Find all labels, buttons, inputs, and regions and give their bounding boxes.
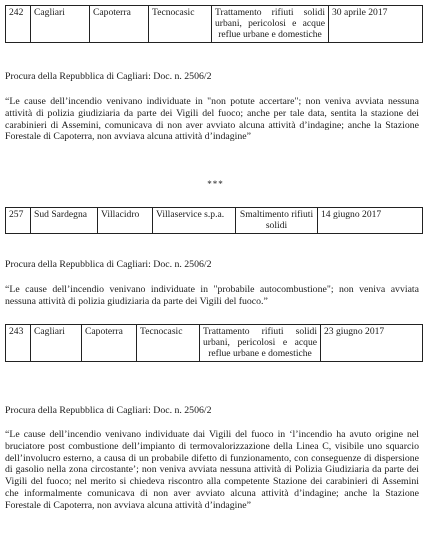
cell-company: Villaservice s.p.a. bbox=[153, 208, 236, 234]
source-reference: Procura della Repubblica di Cagliari: Doc. n. 2506/2 bbox=[5, 259, 212, 270]
table-row bbox=[6, 208, 423, 234]
cell-province: Cagliari bbox=[31, 325, 82, 362]
record-table-257 bbox=[5, 207, 423, 234]
cell-activity: Trattamento rifiuti solidi urbani, pericolosi e acque reflue urbane e domestiche bbox=[212, 6, 329, 43]
section-separator: *** bbox=[207, 179, 224, 189]
cell-province: Sud Sardegna bbox=[31, 208, 98, 234]
quote-paragraph: “Le cause dell’incendio venivano individuate dai Vigili del fuoco in ‘l’incendio ha avuto origine nel bruciatore post combustione dell’impianto di termovalorizzazione della Linea C, visibile uno squarcio dell’involucro esterno, a causa di un probabile difetto di funzionamento, con conseguenze di dispersione di gasolio nella zona circostante’; non veniva avviata nessuna attività di Polizia Giudiziaria da parte dei Vigili del fuoco; nel merito si chiedeva riscontro alla competente Stazione dei carabinieri di Assemini che informalmente comunicava di non aver avviato alcuna attività d’indagine; anche la Stazione Forestale di Capoterra, non avviava alcuna attività d’indagine” bbox=[5, 429, 419, 511]
cell-id: 257 bbox=[6, 208, 31, 234]
quote-paragraph: “Le cause dell’incendio venivano individuate in "probabile autocombustione"; non veniva avviata nessuna attività di polizia giudiziaria da parte dei Vigili del fuoco.” bbox=[5, 284, 419, 307]
cell-activity: Smaltimento rifiuti solidi bbox=[236, 208, 318, 234]
source-reference: Procura della Repubblica di Cagliari: Doc. n. 2506/2 bbox=[5, 71, 212, 82]
cell-date: 14 giugno 2017 bbox=[318, 208, 423, 234]
cell-municipality: Capoterra bbox=[90, 6, 149, 43]
cell-province: Cagliari bbox=[31, 6, 90, 43]
table-row bbox=[6, 325, 423, 362]
quote-paragraph: “Le cause dell’incendio venivano individuate in "non potute accertare"; non veniva avviata nessuna attività di polizia giudiziaria da parte dei Vigili del fuoco; anche per tale data, sentita la stazione dei carabinieri di Assemini, comunicava di non aver avviato alcuna attività d’indagine; anche la Stazione Forestale di Capoterra, non avviava alcuna attività d’indagine” bbox=[5, 96, 419, 143]
cell-municipality: Villacidro bbox=[98, 208, 153, 234]
cell-municipality: Capoterra bbox=[82, 325, 137, 362]
table-row bbox=[6, 6, 423, 43]
source-reference: Procura della Repubblica di Cagliari: Doc. n. 2506/2 bbox=[5, 405, 212, 416]
cell-id: 242 bbox=[6, 6, 31, 43]
cell-date: 30 aprile 2017 bbox=[329, 6, 423, 43]
cell-id: 243 bbox=[6, 325, 31, 362]
cell-activity: Trattamento rifiuti solidi urbani, pericolosi e acque reflue urbane e domestiche bbox=[200, 325, 321, 362]
cell-company: Tecnocasic bbox=[149, 6, 212, 43]
record-table-243 bbox=[5, 324, 423, 362]
record-table-242 bbox=[5, 5, 423, 43]
cell-date: 23 giugno 2017 bbox=[321, 325, 423, 362]
cell-company: Tecnocasic bbox=[137, 325, 200, 362]
